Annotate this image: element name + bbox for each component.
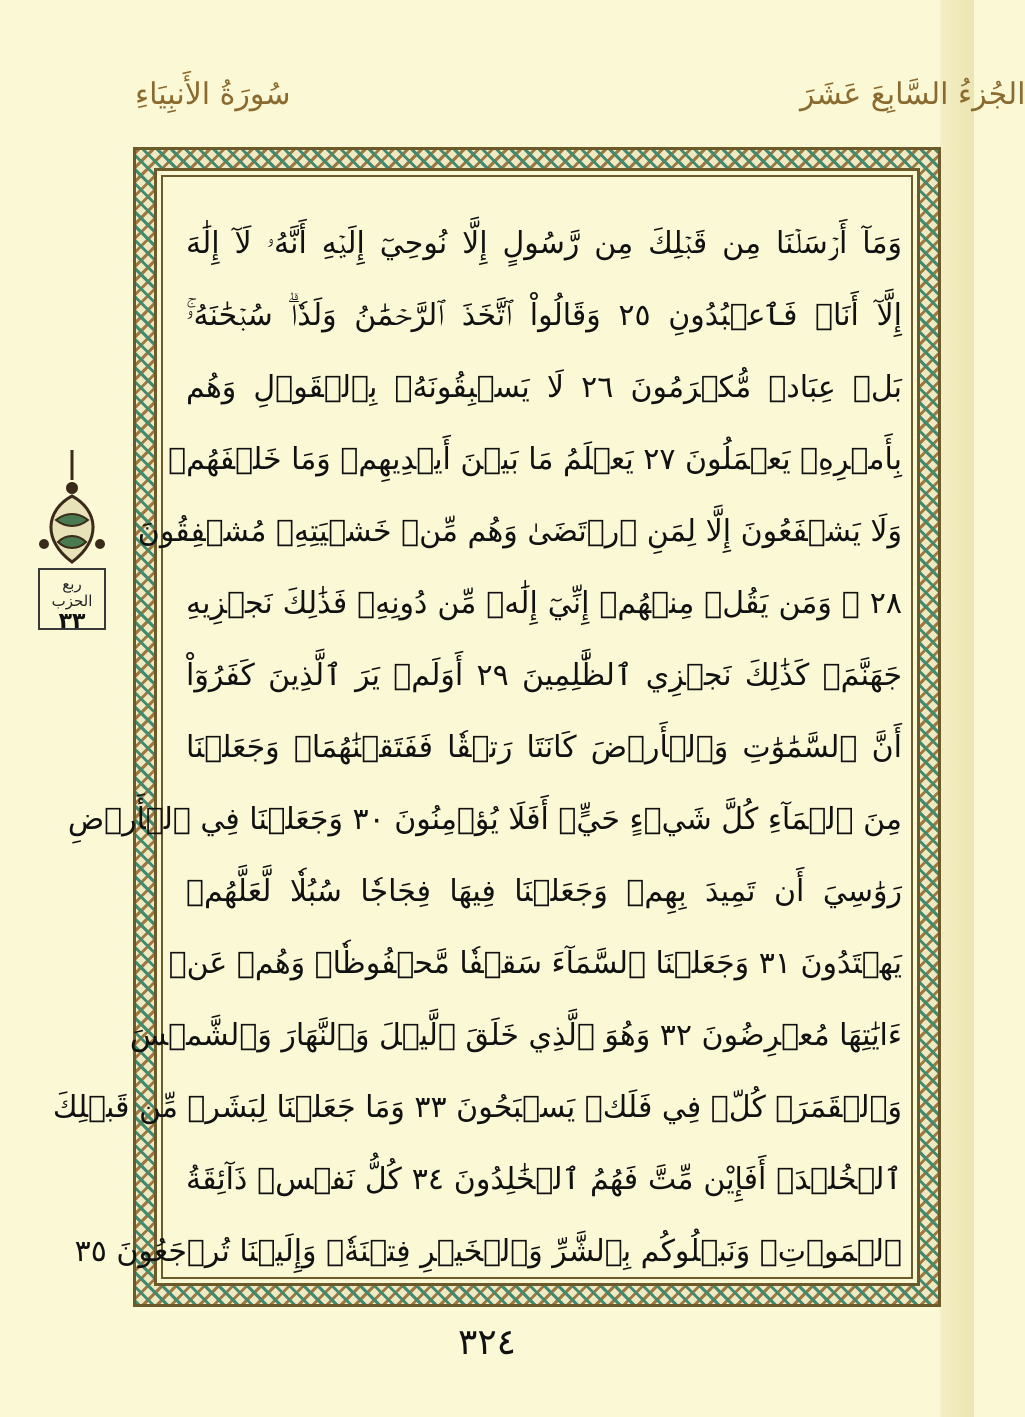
verse-line: وَلَا يَشۡفَعُونَ إِلَّا لِمَنِ ٱرۡتَضَىٰ وَهُم مِّنۡ خَشۡيَتِهِۦ مُشۡفِقُونَ — [137, 514, 902, 549]
verse-line: ءَايَٰتِهَا مُعۡرِضُونَ ٣٢ وَهُوَ ٱلَّذِي خَلَقَ ٱلَّيۡلَ وَٱلنَّهَارَ وَٱلشَّمۡسَ — [129, 1018, 902, 1053]
surah-title: سُورَةُ الأَنبِيَاءِ — [135, 77, 291, 112]
binding-spine — [940, 0, 974, 1417]
verse-line: إِلَّآ أَنَا۠ فَٱعۡبُدُونِ ٢٥ وَقَالُواْ ٱتَّخَذَ ٱلرَّحۡمَٰنُ وَلَدٗاۗ سُبۡحَٰنَهُۥۚ — [186, 298, 902, 333]
verse-line: وَمَآ أَرۡسَلۡنَا مِن قَبۡلِكَ مِن رَّسُولٍ إِلَّا نُوحِيٓ إِلَيۡهِ أَنَّهُۥ لَآ إِلَٰهَ — [186, 226, 902, 261]
page-number: ٣٢٤ — [457, 1322, 517, 1363]
verse-line: جَهَنَّمَۚ كَذَٰلِكَ نَجۡزِي ٱلظَّٰلِمِينَ ٢٩ أَوَلَمۡ يَرَ ٱلَّذِينَ كَفَرُوٓاْ — [186, 658, 902, 693]
hizb-label: ربع الحزب — [51, 575, 93, 610]
verse-line: مِنَ ٱلۡمَآءِ كُلَّ شَيۡءٍ حَيٍّۚ أَفَلَا يُؤۡمِنُونَ ٣٠ وَجَعَلۡنَا فِي ٱلۡأَرۡضِ — [67, 802, 902, 837]
verse-line: بَلۡ عِبَادٞ مُّكۡرَمُونَ ٢٦ لَا يَسۡبِقُونَهُۥ بِٱلۡقَوۡلِ وَهُم — [186, 370, 902, 405]
hizb-number: ٣٣ — [58, 609, 86, 634]
verse-line: أَنَّ ٱلسَّمَٰوَٰتِ وَٱلۡأَرۡضَ كَانَتَا رَتۡقٗا فَفَتَقۡنَٰهُمَاۖ وَجَعَلۡنَا — [186, 730, 902, 765]
verse-line: بِأَمۡرِهِۦ يَعۡمَلُونَ ٢٧ يَعۡلَمُ مَا بَيۡنَ أَيۡدِيهِمۡ وَمَا خَلۡفَهُمۡ — [168, 442, 902, 477]
verse-line: وَٱلۡقَمَرَۖ كُلّٞ فِي فَلَكٖ يَسۡبَحُونَ ٣٣ وَمَا جَعَلۡنَا لِبَشَرٖ مِّن قَبۡلِكَ — [52, 1090, 902, 1125]
verse-line: ٱلۡمَوۡتِۗ وَنَبۡلُوكُم بِٱلشَّرِّ وَٱلۡخَيۡرِ فِتۡنَةٗۖ وَإِلَيۡنَا تُرۡجَعُونَ ٣٥ — [74, 1234, 902, 1269]
juz-title: الجُزءُ السَّابِعَ عَشَرَ — [800, 77, 1025, 112]
verse-line: يَهۡتَدُونَ ٣١ وَجَعَلۡنَا ٱلسَّمَآءَ سَقۡفٗا مَّحۡفُوظٗاۖ وَهُمۡ عَنۡ — [168, 946, 902, 981]
verse-line: ٱلۡخُلۡدَۖ أَفَإِيْن مِّتَّ فَهُمُ ٱلۡخَٰلِدُونَ ٣٤ كُلُّ نَفۡسٖ ذَآئِقَةُ — [186, 1162, 902, 1197]
hizb-ornament-icon — [36, 450, 108, 570]
verse-line: ٢٨ ۞ وَمَن يَقُلۡ مِنۡهُمۡ إِنِّيٓ إِلَٰهٞ مِّن دُونِهِۦ فَذَٰلِكَ نَجۡزِيهِ — [186, 586, 902, 621]
hizb-marker — [38, 568, 106, 634]
verse-line: رَوَٰسِيَ أَن تَمِيدَ بِهِمۡ وَجَعَلۡنَا فِيهَا فِجَاجٗا سُبُلٗا لَّعَلَّهُمۡ — [186, 874, 902, 909]
